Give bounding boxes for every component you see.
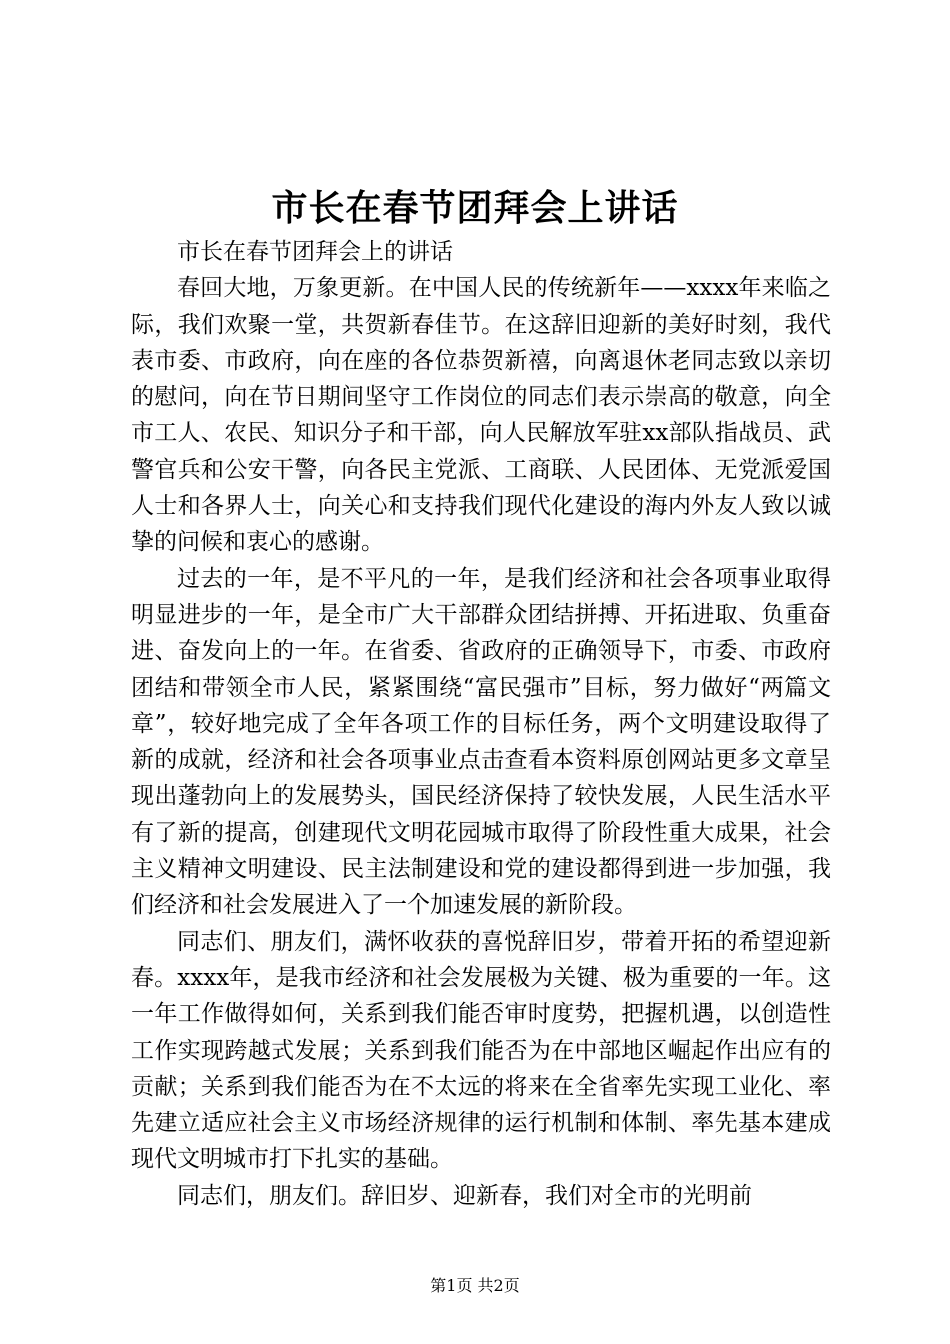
paragraph: 春回大地，万象更新。在中国人民的传统新年——xxxx年来临之际，我们欢聚一堂，共贺新春佳节。在这辞旧迎新的美好时刻，我代表市委、市政府，向在座的各位恭贺新禧，向离退休老同志致以亲切的慰问，向在节日期间坚守工作岗位的同志们表示崇高的敬意，向全市工人、农民、知识分子和干部，向人民解放军驻xx部队指战员、武警官兵和公安干警，向各民主党派、工商联、人民团体、无党派爱国人士和各界人士，向关心和支持我们现代化建设的海内外友人致以诚挚的问候和衷心的感谢。 <box>131 275 831 556</box>
page-number-footer: 第1页 共2页 <box>430 1276 520 1295</box>
paragraph: 过去的一年，是不平凡的一年，是我们经济和社会各项事业取得明显进步的一年，是全市广大干部群众团结拼搏、开拓进取、负重奋进、奋发向上的一年。在省委、省政府的正确领导下，市委、市政府团结和带领全市人民，紧紧围绕“富民强市”目标，努力做好“两篇文章”，较好地完成了全年各项工作的目标任务，两个文明建设取得了新的成就，经济和社会各项事业点击查看本资料原创网站更多文章呈现出蓬勃向上的发展势头，国民经济保持了较快发展，人民生活水平有了新的提高，创建现代文明花园城市取得了阶段性重大成果，社会主义精神文明建设、民主法制建设和党的建设都得到进一步加强，我们经济和社会发展进入了一个加速发展的新阶段。 <box>131 565 831 919</box>
paragraph: 同志们、朋友们，满怀收获的喜悦辞旧岁，带着开拓的希望迎新春。xxxx年，是我市经济和社会发展极为关键、极为重要的一年。这一年工作做得如何，关系到我们能否审时度势，把握机遇，以创造性工作实现跨越式发展；关系到我们能否为在中部地区崛起作出应有的贡献；关系到我们能否为在不太远的将来在全省率先实现工业化、率先建立适应社会主义市场经济规律的运行机制和体制、率先基本建成现代文明城市打下扎实的基础。 <box>131 928 831 1173</box>
document-title: 市长在春节团拜会上讲话 <box>271 187 679 229</box>
paragraph-subtitle: 市长在春节团拜会上的讲话 <box>177 239 453 265</box>
document-body <box>131 234 831 1214</box>
paragraph: 同志们，朋友们。辞旧岁、迎新春，我们对全市的光明前 <box>177 1182 752 1209</box>
